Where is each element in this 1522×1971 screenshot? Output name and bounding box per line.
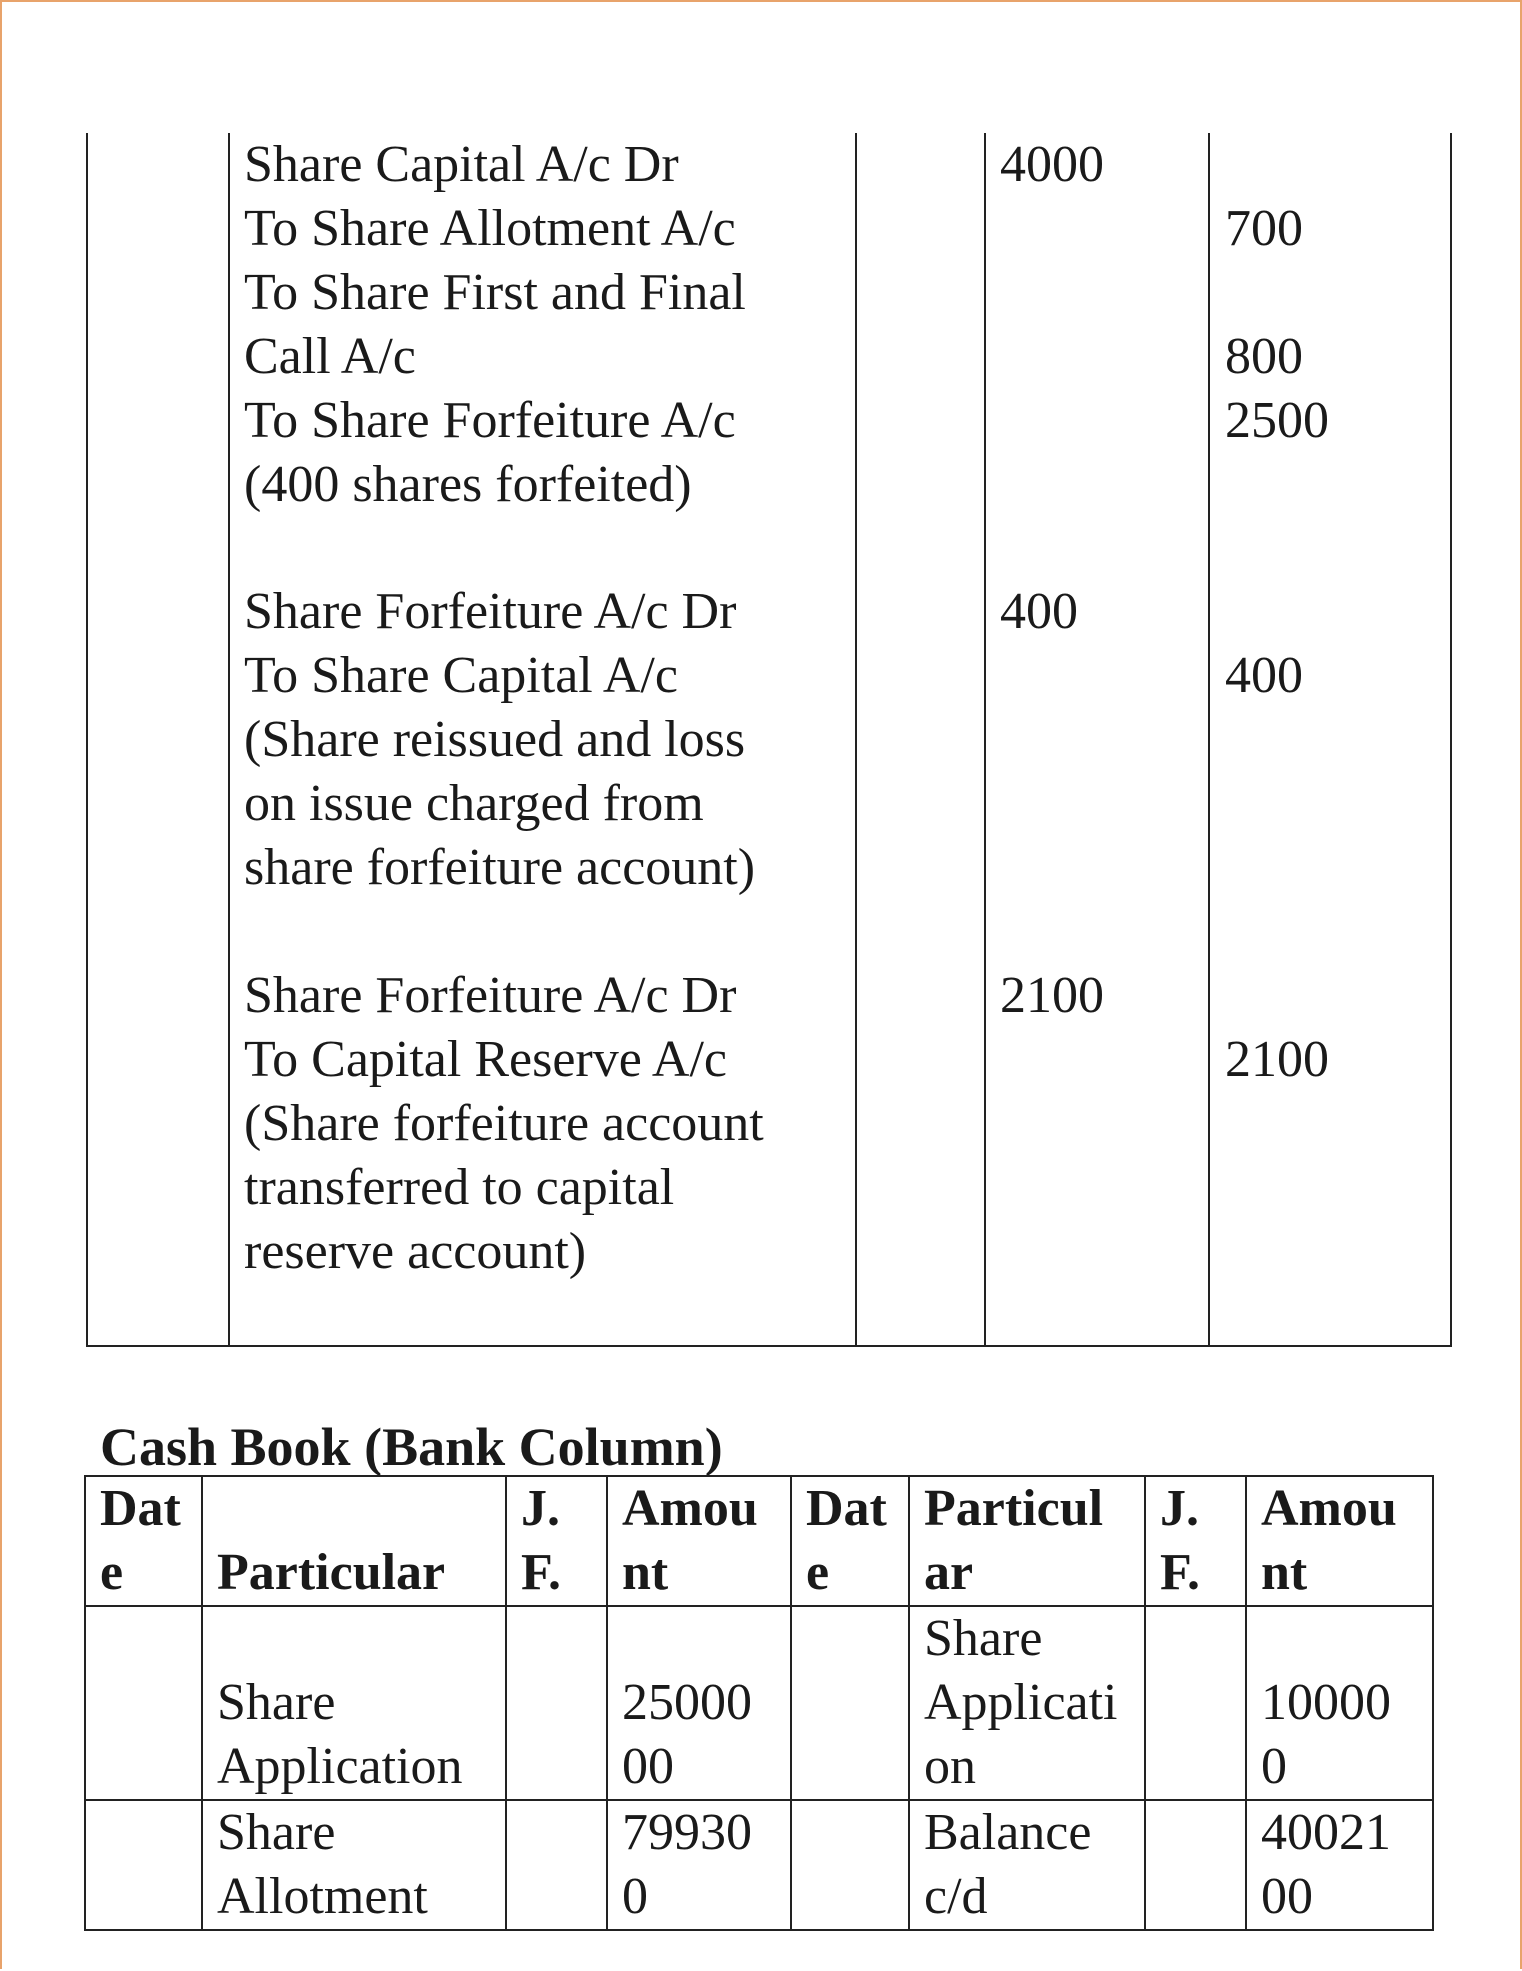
credit-amount: 2100 bbox=[1225, 1031, 1329, 1088]
cell-date bbox=[85, 1606, 202, 1800]
cell-amount: 25000 00 bbox=[607, 1606, 791, 1800]
cell-amount: 40021 00 bbox=[1246, 1800, 1433, 1930]
entry-particular-line: Call A/c bbox=[244, 328, 416, 385]
credit-amount: 800 bbox=[1225, 328, 1303, 385]
header-date-debit: Dat e bbox=[85, 1476, 202, 1606]
entry-particular-line: Share Capital A/c Dr bbox=[244, 136, 679, 193]
cell-amount: 79930 0 bbox=[607, 1800, 791, 1930]
entry-particular-line: (Share forfeiture account bbox=[244, 1095, 764, 1152]
journal-column-divider bbox=[984, 133, 986, 1345]
journal-column-divider bbox=[228, 133, 230, 1345]
header-particular-debit: Particular bbox=[202, 1476, 506, 1606]
header-jf-debit: J. F. bbox=[506, 1476, 607, 1606]
cell-jf bbox=[506, 1606, 607, 1800]
debit-amount: 4000 bbox=[1000, 136, 1104, 193]
header-particular-credit: Particul ar bbox=[909, 1476, 1145, 1606]
journal-column-divider bbox=[855, 133, 857, 1345]
entry-particular-line: To Share Forfeiture A/c bbox=[244, 392, 736, 449]
cell-jf bbox=[1145, 1606, 1246, 1800]
cash-book-title: Cash Book (Bank Column) bbox=[100, 1417, 723, 1477]
cash-book-header-row bbox=[85, 1476, 1433, 1606]
entry-particular-line: share forfeiture account) bbox=[244, 839, 756, 896]
header-date-credit: Dat e bbox=[791, 1476, 909, 1606]
entry-particular-line: transferred to capital bbox=[244, 1159, 675, 1216]
journal-table bbox=[86, 133, 1452, 1347]
entry-particular-line: To Share Capital A/c bbox=[244, 647, 678, 704]
header-jf-credit: J. F. bbox=[1145, 1476, 1246, 1606]
entry-particular-line: reserve account) bbox=[244, 1223, 587, 1280]
entry-particular-line: (400 shares forfeited) bbox=[244, 456, 692, 513]
table-row bbox=[85, 1606, 1433, 1800]
header-amount-debit: Amou nt bbox=[607, 1476, 791, 1606]
entry-particular-line: To Capital Reserve A/c bbox=[244, 1031, 728, 1088]
cell-date bbox=[85, 1800, 202, 1930]
credit-amount: 700 bbox=[1225, 200, 1303, 257]
entry-particular-line: To Share Allotment A/c bbox=[244, 200, 736, 257]
table-row bbox=[85, 1800, 1433, 1930]
entry-particular-line: To Share First and Final bbox=[244, 264, 746, 321]
cell-date bbox=[791, 1606, 909, 1800]
entry-particular-line: Share Forfeiture A/c Dr bbox=[244, 967, 737, 1024]
header-amount-credit: Amou nt bbox=[1246, 1476, 1433, 1606]
debit-amount: 2100 bbox=[1000, 967, 1104, 1024]
cell-particular: Share Allotment bbox=[202, 1800, 506, 1930]
cell-jf bbox=[1145, 1800, 1246, 1930]
cell-jf bbox=[506, 1800, 607, 1930]
cell-particular: Balance c/d bbox=[909, 1800, 1145, 1930]
cell-amount: 10000 0 bbox=[1246, 1606, 1433, 1800]
entry-particular-line: (Share reissued and loss bbox=[244, 711, 746, 768]
entry-particular-line: on issue charged from bbox=[244, 775, 704, 832]
cell-particular: Share Applicati on bbox=[909, 1606, 1145, 1800]
journal-column-divider bbox=[1208, 133, 1210, 1345]
credit-amount: 400 bbox=[1225, 647, 1303, 704]
debit-amount: 400 bbox=[1000, 583, 1078, 640]
cash-book-table bbox=[84, 1475, 1434, 1931]
cell-particular: Share Application bbox=[202, 1606, 506, 1800]
credit-amount: 2500 bbox=[1225, 392, 1329, 449]
entry-particular-line: Share Forfeiture A/c Dr bbox=[244, 583, 737, 640]
cell-date bbox=[791, 1800, 909, 1930]
